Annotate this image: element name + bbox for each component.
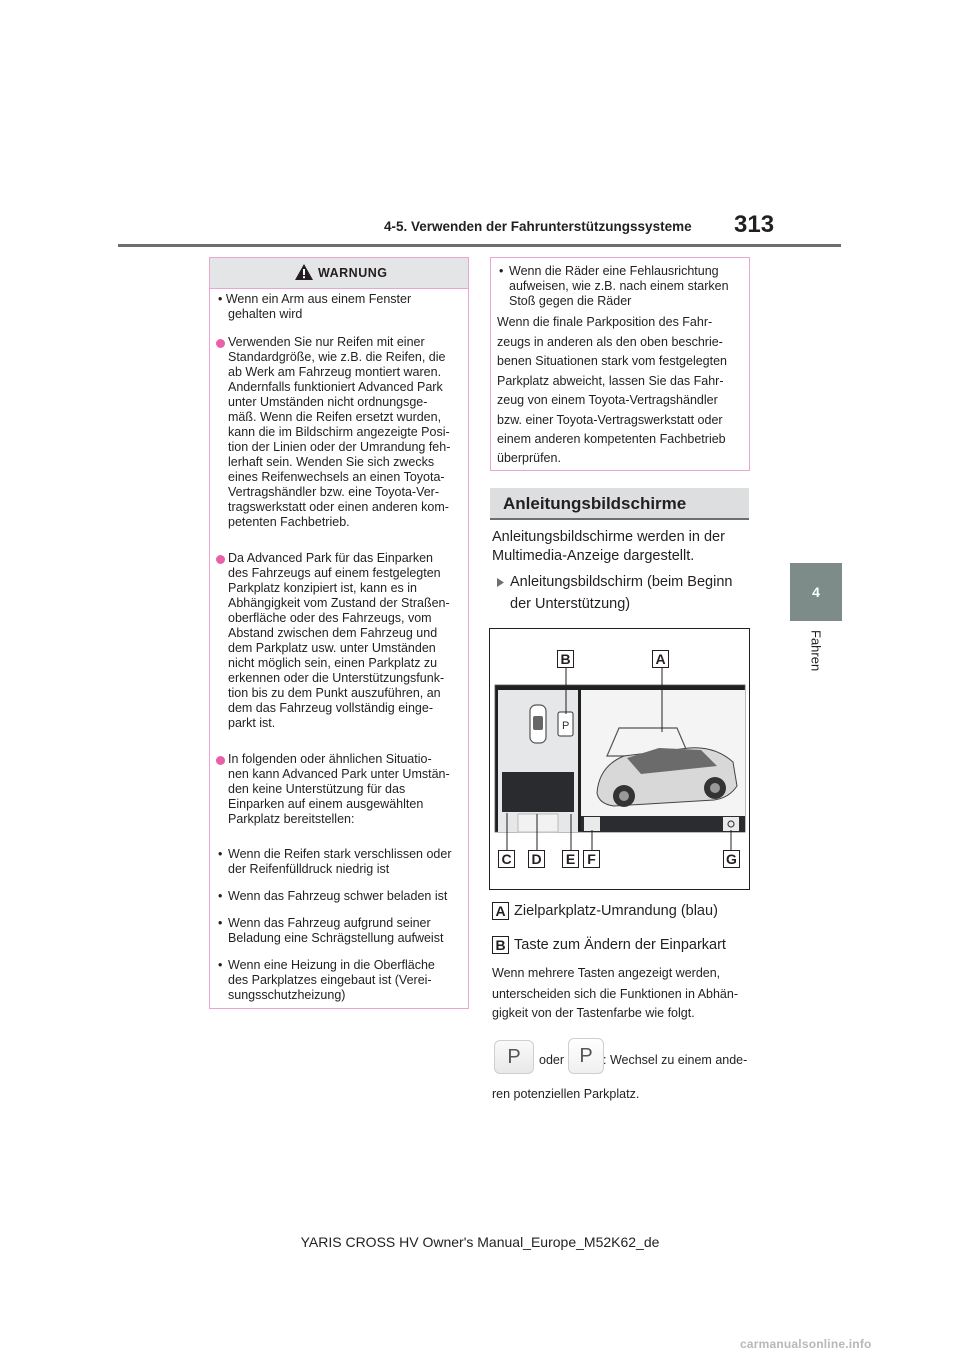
warning-line: Parkplatz konzipiert ist, kann es in xyxy=(228,581,417,595)
header-rule xyxy=(118,244,841,247)
warning-header xyxy=(210,258,468,289)
intro-line: Multimedia-Anzeige dargestellt. xyxy=(492,548,695,564)
body-line: ren potenziellen Parkplatz. xyxy=(492,1087,640,1101)
note-line: Parkplatz abweicht, lassen Sie das Fahr- xyxy=(497,374,724,388)
p-key-grey-icon: P xyxy=(494,1040,534,1074)
warning-line: sungsschutzheizung) xyxy=(228,988,346,1002)
warning-line: den keine Unterstützung für das xyxy=(228,782,406,796)
note-line: zeugs in anderen als den oben beschrie- xyxy=(497,335,723,349)
legend-text-b: Taste zum Ändern der Einparkart xyxy=(514,937,726,953)
dot-bullet: • xyxy=(218,916,223,930)
warning-line: tion bis zu dem Punkt auszuführen, an xyxy=(228,686,441,700)
section-title: Anleitungsbildschirme xyxy=(503,494,687,513)
warning-line: dem Parkplatz usw. unter Umständen xyxy=(228,641,436,655)
warning-line: Parkplatz bereitstellen: xyxy=(228,812,355,826)
warning-line: des Fahrzeugs auf einem festgelegten xyxy=(228,566,441,580)
chapter-tab[interactable]: 4 xyxy=(790,563,842,621)
warning-line: In folgenden oder ähnlichen Situatio- xyxy=(228,752,432,766)
warning-line: tion der Linien oder der Umrandung feh- xyxy=(228,440,451,454)
warning-box xyxy=(209,257,469,1009)
warning-line: des Parkplatzes eingebaut ist (Verei- xyxy=(228,973,432,987)
warning-line: Wenn eine Heizung in die Oberfläche xyxy=(228,958,435,972)
warning-title: WARNUNG xyxy=(318,266,388,280)
warning-line: gehalten wird xyxy=(228,307,303,321)
footer: YARIS CROSS HV Owner's Manual_Europe_M52K62_de xyxy=(300,1234,660,1250)
callout-c: C xyxy=(498,850,515,868)
callout-b: B xyxy=(557,650,574,668)
warning-triangle-icon xyxy=(294,263,314,281)
warning-line: lerhaft sein. Wenden Sie sich zwecks xyxy=(228,455,435,469)
pink-bullet-icon xyxy=(216,756,225,765)
note-line: zeug von einem Toyota-Vertragshändler xyxy=(497,393,718,407)
watermark: carmanualsonline.info xyxy=(740,1337,872,1351)
body-line: Wenn mehrere Tasten angezeigt werden, xyxy=(492,966,721,980)
dot-bullet: • xyxy=(218,847,223,861)
legend-letter-b: B xyxy=(492,936,509,954)
warning-line: Abstand zwischen dem Fahrzeug und xyxy=(228,626,438,640)
note-line: bzw. einer Toyota-Vertragswerkstatt oder xyxy=(497,413,723,427)
intro-line: Anleitungsbildschirme werden in der xyxy=(492,529,725,545)
body-line: unterscheiden sich die Funktionen in Abhän- xyxy=(492,987,738,1001)
note-line: einem anderen kompetenten Fachbetrieb xyxy=(497,432,726,446)
pink-bullet-icon xyxy=(216,555,225,564)
warning-line: Abhängigkeit vom Zustand der Straßen- xyxy=(228,596,450,610)
warning-line: dem das Fahrzeug vollständig einge- xyxy=(228,701,433,715)
warning-line: eines Reifenwechsels an einen Toyota- xyxy=(228,470,445,484)
note-box xyxy=(490,257,750,471)
warning-line: Da Advanced Park für das Einparken xyxy=(228,551,433,565)
legend-text-a: Zielparkplatz-Umrandung (blau) xyxy=(514,903,718,919)
warning-line: Andernfalls funktioniert Advanced Park xyxy=(228,380,443,394)
warning-line: Beladung eine Schrägstellung aufweist xyxy=(228,931,444,945)
warning-line: kann die im Bildschirm angezeigte Posi- xyxy=(228,425,450,439)
oder-text: oder xyxy=(539,1053,565,1067)
callout-f: F xyxy=(583,850,600,868)
warning-line: nen kann Advanced Park unter Umstän- xyxy=(228,767,450,781)
warning-line: Vertragshändler bzw. eine Toyota-Ver- xyxy=(228,485,440,499)
body-line: : Wechsel zu einem ande- xyxy=(603,1053,748,1067)
warning-line: Verwenden Sie nur Reifen mit einer xyxy=(228,335,425,349)
chapter-label: Fahren xyxy=(808,630,824,672)
p-glyph: P xyxy=(562,720,570,732)
note-line: Stoß gegen die Räder xyxy=(509,294,632,308)
callout-d: D xyxy=(528,850,545,868)
note-line: Wenn die finale Parkposition des Fahr- xyxy=(497,315,713,329)
warning-line: mäß. Wenn die Reifen ersetzt wurden, xyxy=(228,410,442,424)
warning-line: parkt ist. xyxy=(228,716,276,730)
section-heading: 4-5. Verwenden der Fahrunterstützungssysteme xyxy=(384,219,692,234)
pink-bullet-icon xyxy=(216,339,225,348)
warning-line: Wenn das Fahrzeug aufgrund seiner xyxy=(228,916,431,930)
warning-line: Wenn die Reifen stark verschlissen oder xyxy=(228,847,452,861)
section-title-bar xyxy=(490,488,749,520)
legend-letter-a: A xyxy=(492,902,509,920)
callout-g: G xyxy=(723,850,740,868)
subheading: Anleitungsbildschirm (beim Beginn xyxy=(510,574,733,590)
warning-line: Einparken auf einem ausgewählten xyxy=(228,797,424,811)
warning-line: nicht möglich sein, einen Parkplatz zu xyxy=(228,656,438,670)
warning-line: petenten Fachbetrieb. xyxy=(228,515,350,529)
note-line: aufweisen, wie z.B. nach einem starken xyxy=(509,279,729,293)
arrow-bullet-icon xyxy=(496,577,505,588)
warning-line: oberfläche oder des Fahrzeugs, vom xyxy=(228,611,432,625)
warning-line: Wenn das Fahrzeug schwer beladen ist xyxy=(228,889,448,903)
warning-line: tragswerkstatt oder einen anderen kom- xyxy=(228,500,449,514)
dot-bullet: • xyxy=(218,958,223,972)
dot-bullet: • xyxy=(499,264,504,278)
p-key-white-icon: P xyxy=(568,1038,604,1074)
note-line: Wenn die Räder eine Fehlausrichtung xyxy=(509,264,719,278)
warning-line: erkennen oder die Unterstützungsfunk- xyxy=(228,671,445,685)
dot-bullet: • xyxy=(218,889,223,903)
warning-line: ab Werk am Fahrzeug montiert waren. xyxy=(228,365,442,379)
note-line: benen Situationen stark vom festgelegten xyxy=(497,354,728,368)
callout-e: E xyxy=(562,850,579,868)
warning-line: • Wenn ein Arm aus einem Fenster xyxy=(218,292,412,306)
warning-line: der Reifenfülldruck niedrig ist xyxy=(228,862,390,876)
callout-a: A xyxy=(652,650,669,668)
warning-line: unter Umständen nicht ordnungsge- xyxy=(228,395,428,409)
note-line: überprüfen. xyxy=(497,451,561,465)
warning-line: Standardgröße, wie z.B. die Reifen, die xyxy=(228,350,446,364)
body-line: gigkeit von der Tastenfarbe wie folgt. xyxy=(492,1006,695,1020)
page-number: 313 xyxy=(734,211,775,238)
subheading: der Unterstützung) xyxy=(510,596,631,612)
